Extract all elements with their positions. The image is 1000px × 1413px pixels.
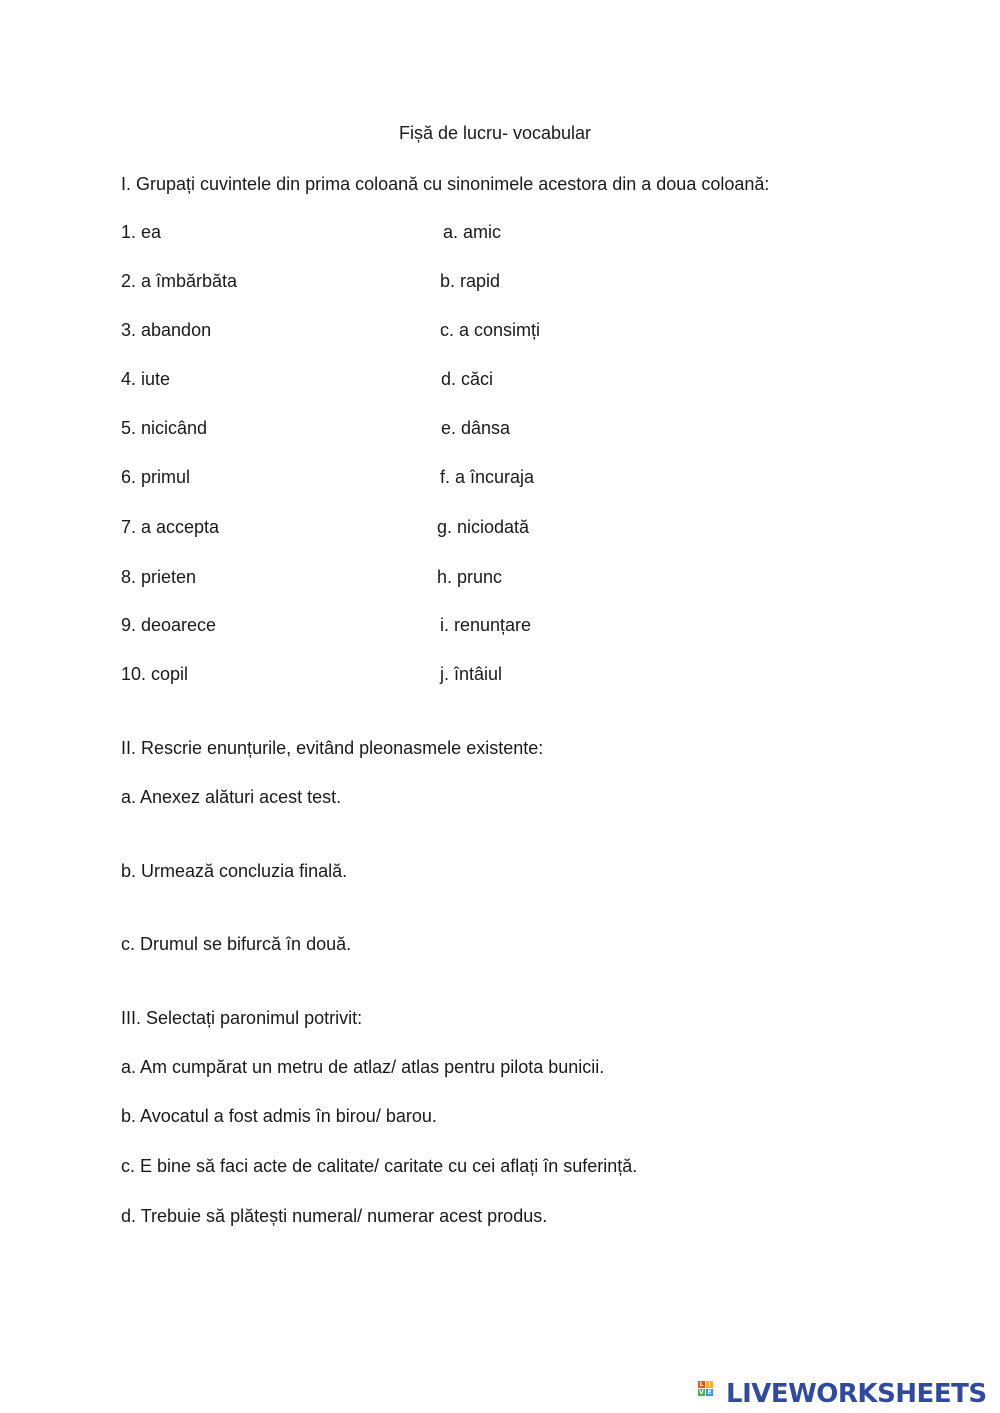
right-item: b. rapid [440,271,501,291]
right-item: j. întâiul [440,664,503,684]
pleonasm-item: a. Anexez alături acest test. [121,787,342,807]
left-item: 7. a accepta [121,517,220,537]
left-item: 3. abandon [121,320,212,340]
left-item: 6. primul [121,467,191,487]
right-item: i. renunțare [440,615,532,635]
left-item: 2. a îmbărbăta [121,271,238,291]
left-item: 9. deoarece [121,615,217,635]
left-item: 1. ea [121,222,162,242]
paronym-item: b. Avocatul a fost admis în birou/ barou. [121,1106,437,1126]
logo-mark-icon [698,1381,724,1407]
pleonasm-item: b. Urmează concluzia finală. [121,861,348,881]
logo-text: LIVEWORKSHEETS [726,1379,987,1409]
left-item: 5. nicicând [121,418,208,438]
logo-tile-icon: V [699,1389,704,1396]
logo-tile-icon: L [699,1381,704,1388]
right-item: e. dânsa [441,418,511,438]
pleonasm-item: c. Drumul se bifurcă în două. [121,934,352,954]
paronym-item: d. Trebuie să plătești numeral/ numerar acest produs. [121,1206,548,1226]
right-item: a. amic [443,222,502,242]
page-title: Fișă de lucru- vocabular [398,123,592,143]
logo-tile-icon: I [706,1381,713,1388]
right-item: h. prunc [437,567,503,587]
section-1-heading: I. Grupați cuvintele din prima coloană cu sinonimele acestora din a doua coloană: [121,174,770,194]
logo-tile-icon: E [707,1389,712,1396]
right-item: d. căci [441,369,494,389]
left-item: 10. copil [121,664,189,684]
paronym-item: a. Am cumpărat un metru de atlaz/ atlas pentru pilota bunicii. [121,1057,605,1077]
right-item: c. a consimți [440,320,541,340]
right-item: f. a încuraja [440,467,535,487]
left-item: 4. iute [121,369,171,389]
liveworksheets-logo [698,1379,987,1409]
paronym-item: c. E bine să faci acte de calitate/ caritate cu cei aflați în suferință. [121,1156,638,1176]
section-3-heading: III. Selectați paronimul potrivit: [121,1008,363,1028]
right-item: g. niciodată [437,517,530,537]
left-item: 8. prieten [121,567,197,587]
section-2-heading: II. Rescrie enunțurile, evitând pleonasmele existente: [121,738,544,758]
